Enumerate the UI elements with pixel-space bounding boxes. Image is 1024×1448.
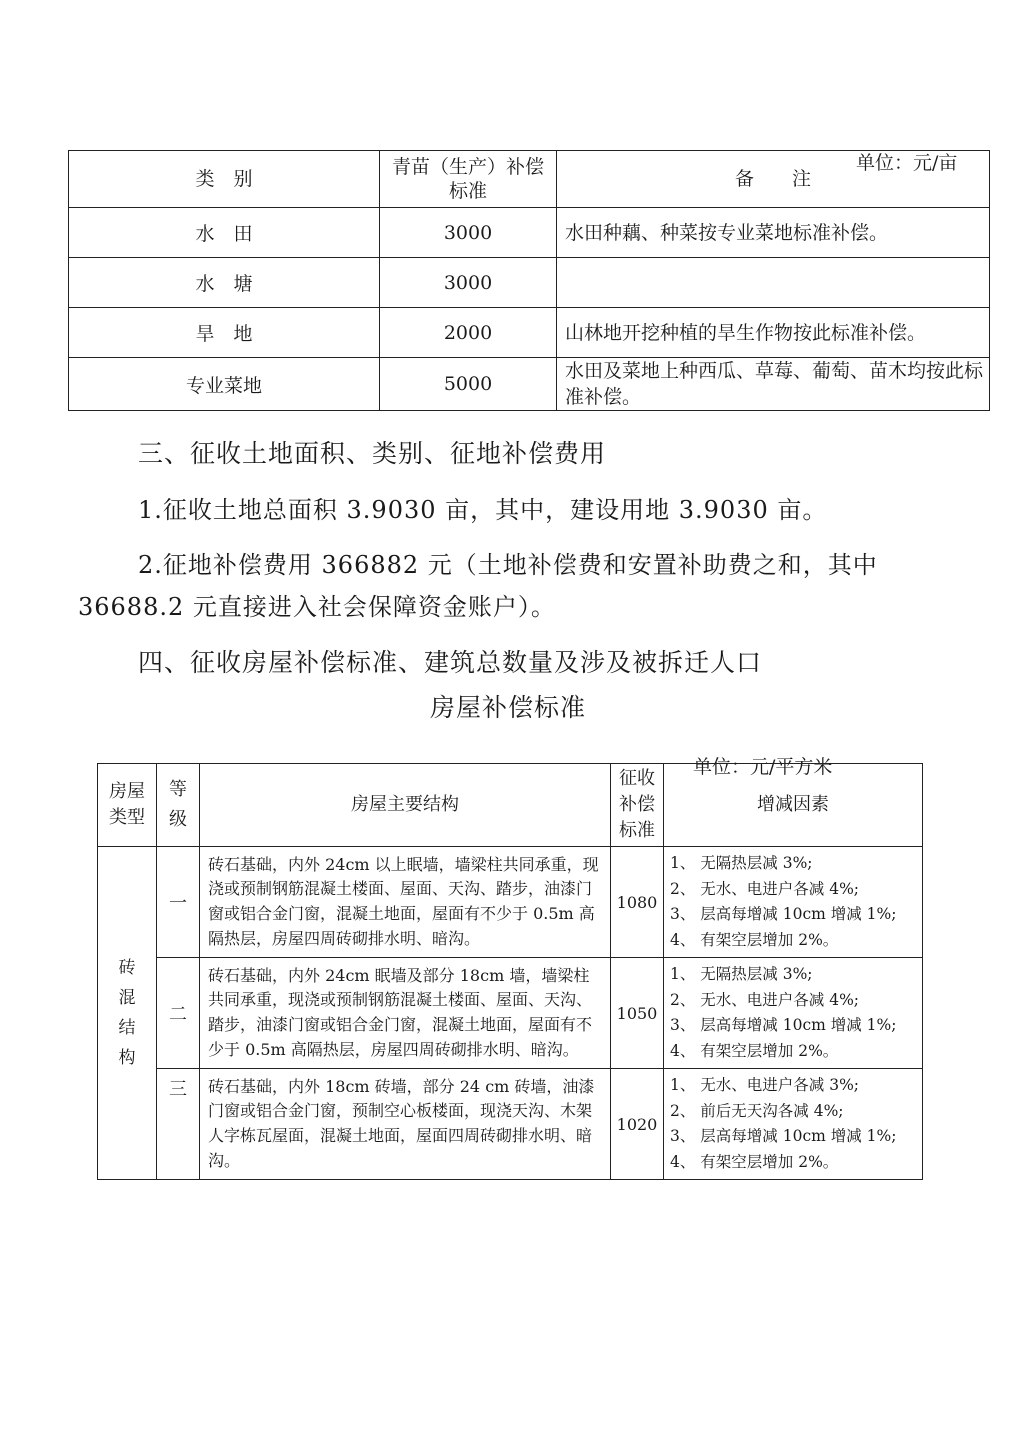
cell-factors [664,847,923,958]
cell-note: 水田种藕、种菜按专业菜地标准补偿。 [557,208,990,258]
table-row [69,308,990,358]
factor-item: 2、 无水、电进户各减 4%; [670,990,860,1009]
header-price: 征收补偿标准 [619,768,655,841]
table-header-row [69,151,990,208]
cell-category: 专业菜地 [69,358,380,411]
header-standard: 青苗（生产）补偿标准 [380,151,557,208]
cell-factors [664,1069,923,1180]
cell-grade: 二 [157,958,200,1069]
header-note: 备 注 [557,151,990,208]
section3-para2-line1: 2.征地补偿费用 366882 元（土地补偿费和安置补助费之和，其中 [138,551,878,579]
factor-item: 4、 有架空层增加 2%。 [670,1152,839,1171]
table-row [98,958,923,1069]
cell-factors [664,958,923,1069]
house-table-title: 房屋补偿标准 [430,693,587,722]
table-row [69,258,990,308]
header-grade: 等级 [169,779,187,830]
cell-standard: 2000 [380,308,557,358]
cell-price: 1050 [611,958,664,1069]
house-compensation-table [97,763,923,1180]
table2-unit: 单位：元/平方米 [693,756,833,778]
cell-category: 水 田 [69,208,380,258]
cell-standard: 5000 [380,358,557,411]
section3-heading: 三、征收土地面积、类别、征地补偿费用 [138,439,607,468]
factor-item: 2、 前后无天沟各减 4%; [670,1101,844,1120]
cell-standard: 3000 [380,258,557,308]
header-factors: 增减因素 [664,764,923,847]
header-house-type: 房屋类型 [109,781,145,828]
factor-item: 1、 无水、电进户各减 3%; [670,1076,860,1094]
cell-category: 水 塘 [69,258,380,308]
cell-note: 山林地开挖种植的旱生作物按此标准补偿。 [557,308,990,358]
factor-item: 1、 无隔热层减 3%; [670,965,813,983]
factor-item: 2、 无水、电进户各减 4%; [670,879,860,898]
table-row [69,358,990,411]
cell-structure: 砖石基础，内外 24cm 眠墙及部分 18cm 墙，墙梁柱共同承重，现浇或预制钢筋混凝土楼面、屋面、天沟、踏步，油漆门窗或铝合金门窗，混凝土地面，屋面有不少于 0.5m 高隔热层，房屋四周砖砌排水明、暗沟。 [200,958,611,1069]
cell-note: 水田及菜地上种西瓜、草莓、葡萄、苗木均按此标准补偿。 [557,358,990,411]
cell-note [557,258,990,308]
cell-grade: 一 [157,847,200,958]
section3-para1: 1.征收土地总面积 3.9030 亩，其中，建设用地 3.9030 亩。 [138,496,828,524]
cell-structure: 砖石基础，内外 24cm 以上眠墙，墙梁柱共同承重，现浇或预制钢筋混凝土楼面、屋面、天沟、踏步，油漆门窗或铝合金门窗，混凝土地面，屋面有不少于 0.5m 高隔热层，房屋四周砖砌排水明、暗沟。 [200,847,611,958]
section4-heading: 四、征收房屋补偿标准、建筑总数量及涉及被拆迁人口 [138,648,763,677]
table-row [98,1069,923,1180]
factor-item: 1、 无隔热层减 3%; [670,854,813,872]
factor-item: 4、 有架空层增加 2%。 [670,930,839,949]
header-structure: 房屋主要结构 [200,764,611,847]
table1-unit: 单位：元/亩 [856,152,958,174]
section3-para2-line2: 36688.2 元直接进入社会保障资金账户）。 [78,593,556,621]
cell-category: 旱 地 [69,308,380,358]
cell-structure: 砖石基础，内外 18cm 砖墙，部分 24 cm 砖墙，油漆门窗或铝合金门窗，预制空心板楼面，现浇天沟、木架人字栋瓦屋面，混凝土地面，屋面四周砖砌排水明、暗沟。 [200,1069,611,1180]
factor-item: 3、 层高每增减 10cm 增减 1%; [670,1016,897,1034]
cell-grade: 三 [157,1069,200,1180]
table-header-row [98,764,923,847]
cell-house-type: 砖混结构 [118,958,136,1068]
cell-standard: 3000 [380,208,557,258]
factor-item: 4、 有架空层增加 2%。 [670,1041,839,1060]
factor-item: 3、 层高每增减 10cm 增减 1%; [670,905,897,923]
seedling-compensation-table [68,150,990,411]
factor-item: 3、 层高每增减 10cm 增减 1%; [670,1127,897,1145]
table-row [98,847,923,958]
header-category: 类 别 [69,151,380,208]
table-row [69,208,990,258]
cell-price: 1080 [611,847,664,958]
cell-price: 1020 [611,1069,664,1180]
